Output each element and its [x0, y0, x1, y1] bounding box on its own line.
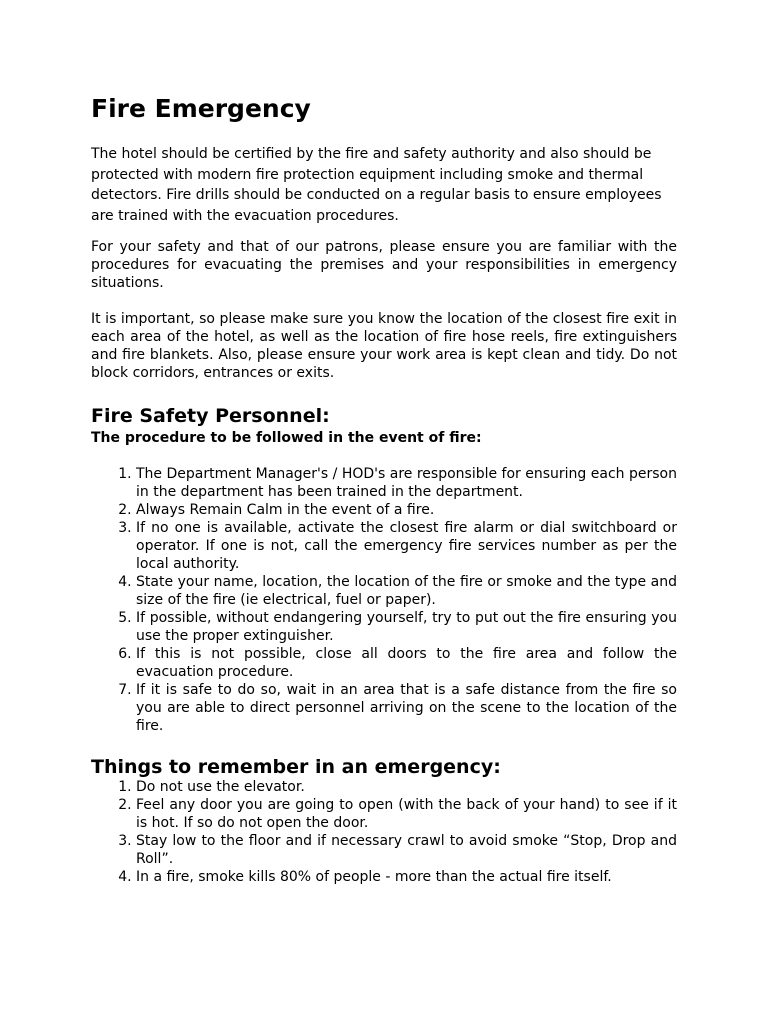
list-item: 2. Always Remain Calm in the event of a fire.: [136, 501, 677, 519]
document-page: [91, 93, 677, 886]
section-heading-fire-safety-personnel: Fire Safety Personnel:: [91, 405, 330, 427]
section-heading-things-to-remember: Things to remember in an emergency:: [91, 756, 501, 778]
list-item: 1. Do not use the elevator.: [136, 778, 677, 796]
list-item: 4. In a fire, smoke kills 80% of people - more than the actual fire itself.: [136, 868, 677, 886]
safety-paragraph: For your safety and that of our patrons, please ensure you are familiar with the procedures for evacuating the premises and your responsibilities in emergency situations.: [91, 239, 677, 291]
procedure-list: [91, 465, 677, 735]
list-item: 3. Stay low to the floor and if necessary crawl to avoid smoke “Stop, Drop and Roll”.: [136, 832, 677, 868]
list-item: 4. State your name, location, the location of the fire or smoke and the type and size of the fire (ie electrical, fuel or paper).: [136, 573, 677, 609]
list-item: 5. If possible, without endangering yourself, try to put out the fire ensuring you use the proper extinguisher.: [136, 609, 677, 645]
list-item: 3. If no one is available, activate the closest fire alarm or dial switchboard or operator. If one is not, call the emergency fire services number as per the local authority.: [136, 519, 677, 573]
intro-paragraph: The hotel should be certified by the fire and safety authority and also should be protected with modern fire protection equipment including smoke and thermal detectors. Fire drills should be conducted on a regular basis to ensure employees are trained with the evacuation procedures.: [91, 146, 662, 224]
section-subheading-procedure: The procedure to be followed in the event of fire:: [91, 430, 482, 446]
list-item: 2. Feel any door you are going to open (with the back of your hand) to see if it is hot. If so do not open the door.: [136, 796, 677, 832]
list-item: 7. If it is safe to do so, wait in an area that is a safe distance from the fire so you are able to direct personnel arriving on the scene to the location of the fire.: [136, 681, 677, 735]
list-item: 1. The Department Manager's / HOD's are responsible for ensuring each person in the department has been trained in the department.: [136, 465, 677, 501]
emergency-reminders-list: [91, 778, 677, 886]
location-paragraph: It is important, so please make sure you know the location of the closest fire exit in each area of the hotel, as well as the location of fire hose reels, fire extinguishers and fire blankets. Also, please ensure your work area is kept clean and tidy. Do not block corridors, entrances or exits.: [91, 311, 677, 381]
page-title: Fire Emergency: [91, 94, 311, 123]
list-item: 6. If this is not possible, close all doors to the fire area and follow the evacuation procedure.: [136, 645, 677, 681]
